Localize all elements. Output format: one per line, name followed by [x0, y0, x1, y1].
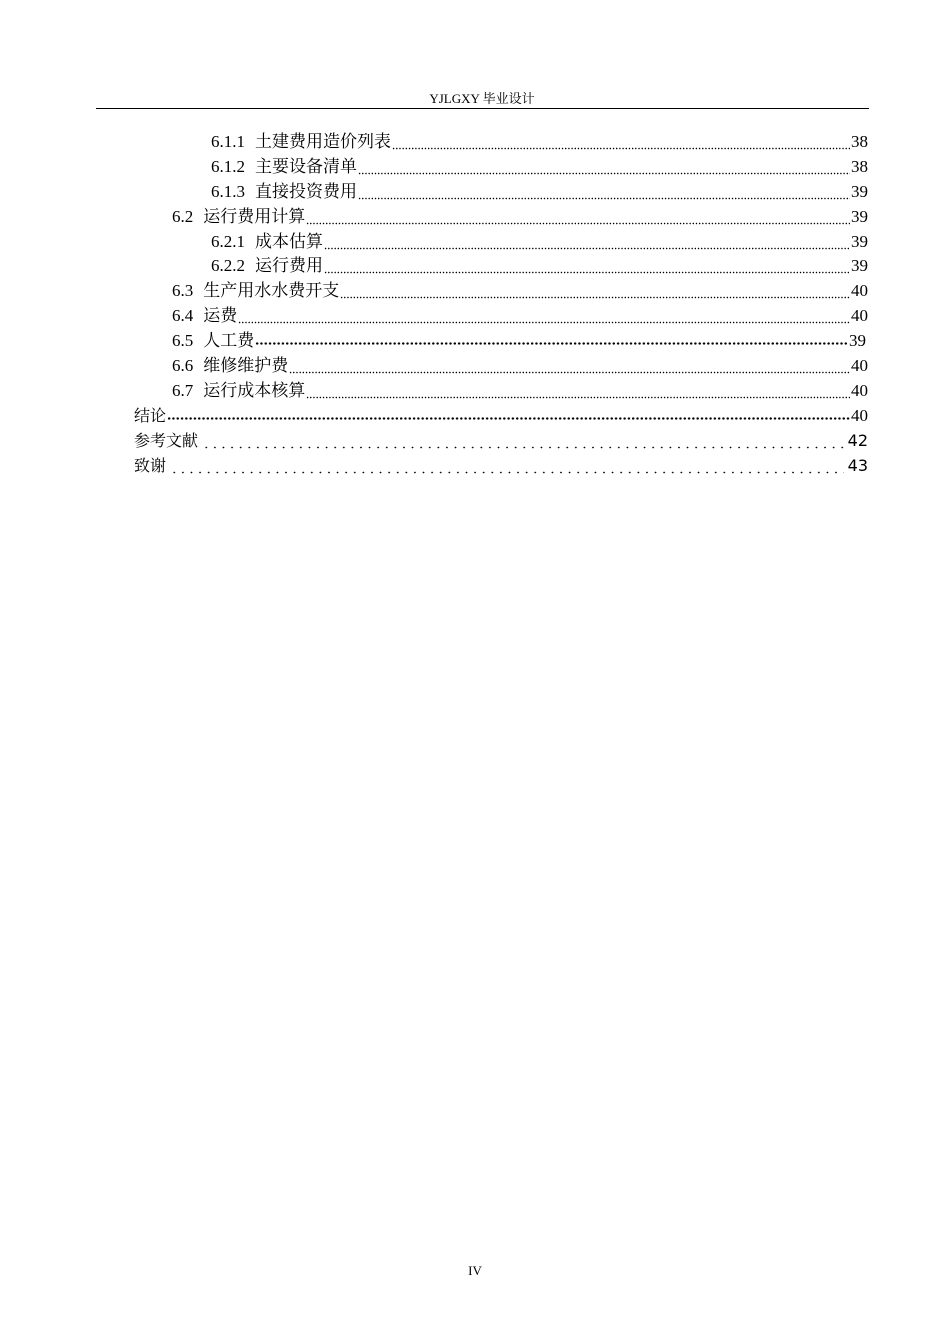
toc-leader-dots	[392, 132, 850, 152]
toc-entry-title: 致谢	[134, 456, 167, 475]
toc-entry-number: 6.1.2	[211, 157, 245, 176]
toc-entry-number: 6.1.1	[211, 132, 245, 151]
toc-leader-dots	[340, 281, 850, 301]
header-rule	[96, 108, 869, 109]
toc-leader-dots	[238, 306, 850, 326]
toc-entry-page: 39	[851, 207, 868, 226]
toc-entry[interactable]	[211, 180, 868, 202]
toc-entry-number: 6.2.1	[211, 232, 245, 251]
toc-entry-number: 6.7	[172, 381, 194, 400]
toc-leader-dots	[289, 356, 850, 376]
toc-entry-page: 39	[851, 256, 868, 275]
toc-entry-number: 6.3	[172, 281, 194, 300]
toc-entry-number: 6.2.2	[211, 256, 245, 275]
toc-entry-number: 6.6	[172, 356, 194, 375]
page-number: IV	[468, 1263, 482, 1278]
toc-entry-title: 结论	[134, 406, 167, 425]
toc-entry[interactable]	[172, 304, 868, 326]
toc-entry[interactable]	[172, 279, 868, 301]
toc-entry-title: 运行成本核算	[203, 381, 306, 400]
toc-entry[interactable]	[211, 130, 868, 152]
toc-entry-title: 参考文献	[134, 431, 199, 450]
toc-entry-page: 38	[851, 132, 868, 151]
toc-entry-page: 40	[851, 306, 868, 325]
toc-leader-dots	[170, 456, 844, 476]
toc-leader-dots	[324, 232, 850, 252]
toc-entry-number: 6.2	[172, 207, 194, 226]
toc-entry-title: 运行费用计算	[203, 207, 306, 226]
toc-entry[interactable]	[211, 230, 868, 252]
toc-leader-dots	[255, 331, 848, 351]
toc-entry-title: 人工费	[203, 331, 255, 350]
toc-entry[interactable]	[172, 354, 868, 376]
toc-entry-title: 生产用水水费开支	[203, 281, 340, 300]
toc-entry-number: 6.4	[172, 306, 194, 325]
toc-entry-conclusion[interactable]	[134, 404, 868, 426]
toc-entry-title: 土建费用造价列表	[255, 132, 391, 151]
toc-leader-dots	[358, 157, 850, 177]
toc-entry-title: 主要设备清单	[255, 157, 357, 176]
toc-entry-references[interactable]	[134, 429, 868, 451]
toc-entry-title: 维修维护费	[203, 356, 289, 375]
toc-entry-page: 40	[851, 406, 868, 425]
toc-entry-page: 42	[847, 431, 868, 450]
toc-entry-title: 成本估算	[255, 232, 323, 251]
toc-entry[interactable]	[211, 155, 868, 177]
toc-leader-dots	[358, 182, 850, 202]
toc-leader-dots	[202, 431, 844, 451]
toc-entry[interactable]	[211, 254, 868, 276]
toc-entry-title: 直接投资费用	[255, 182, 357, 201]
toc-entry-acknowledgements[interactable]	[134, 454, 868, 476]
toc-entry-page: 39	[851, 232, 868, 251]
toc-entry-number: 6.5	[172, 331, 194, 350]
toc-entry-page: 39	[849, 331, 866, 350]
toc-entry-page: 40	[851, 356, 868, 375]
toc-entry-number: 6.1.3	[211, 182, 245, 201]
page-header-title: YJLGXY 毕业设计	[429, 91, 535, 106]
toc-entry[interactable]	[172, 329, 866, 351]
toc-entry[interactable]	[172, 379, 868, 401]
toc-leader-dots	[324, 256, 850, 276]
toc-entry-page: 40	[851, 281, 868, 300]
toc-entry[interactable]	[172, 205, 868, 227]
toc-entry-page: 39	[851, 182, 868, 201]
toc-leader-dots	[306, 207, 850, 227]
toc-entry-page: 43	[847, 456, 868, 475]
toc-entry-title: 运费	[203, 306, 238, 325]
toc-leader-dots	[167, 406, 850, 426]
toc-entry-page: 40	[851, 381, 868, 400]
toc-leader-dots	[306, 381, 850, 401]
toc-entry-title: 运行费用	[255, 256, 323, 275]
toc-entry-page: 38	[851, 157, 868, 176]
